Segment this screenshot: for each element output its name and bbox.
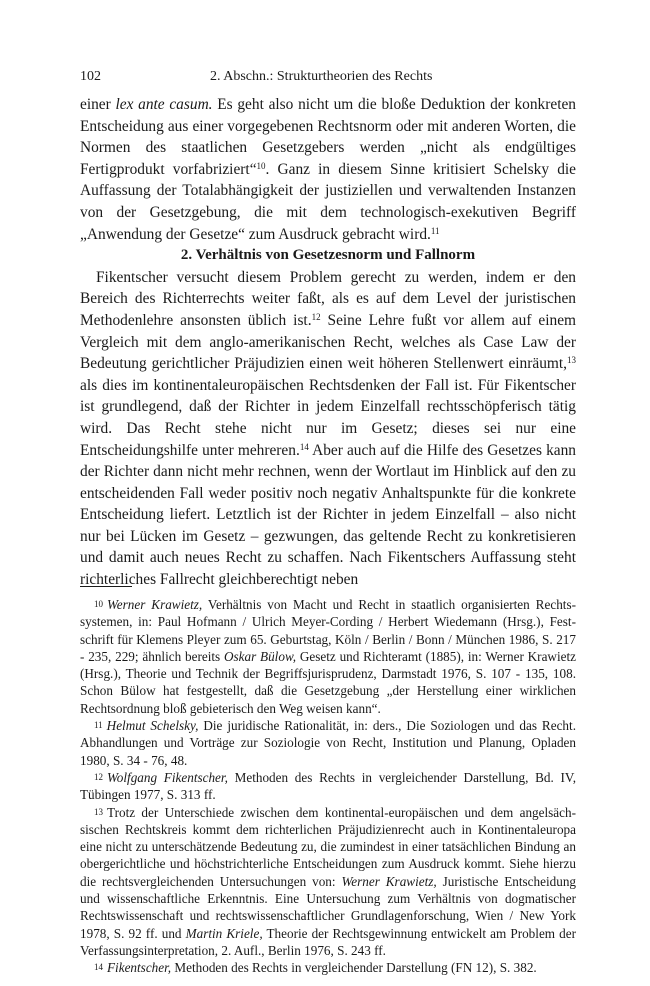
- footnote-number: 14: [94, 962, 103, 973]
- body-text: [80, 94, 576, 591]
- footnote-author: Wolfgang Fikentscher,: [107, 769, 228, 785]
- footnote-10: 10 Werner Krawietz, Verhältnis von Macht und Recht in staatlich organisierten Rechtssystemen, in: Paul Hofmann / Ulrich Meyer-Cording / Herbert Wiedemann (Hrsg.), Festschrift für Klemens Pleyer zum 65. Geburtstag, Köln / Berlin / Bonn / München 1986, S. 217 - 235, 229; ähnlich bereits Oskar Bülow, Gesetz und Richteramt (1885), in: Werner Krawietz (Hrsg.), Theorie und Technik der Begriffsjurisprudenz, Darmstadt 1976, S. 107 - 135, 108. Schon Bülow hat festgestellt, daß die Gesetzgebung „der Herstellung einer wirklichen Rechtsordnung bloß gebieterisch den Weg weisen kann“.: [80, 597, 576, 716]
- footnote-author: Werner Krawietz,: [107, 597, 203, 612]
- footnote-ref-12[interactable]: 12: [311, 311, 321, 322]
- running-title: 2. Abschn.: Strukturtheorien des Rechts: [210, 69, 433, 84]
- footnote-author: Helmut Schelsky,: [106, 718, 199, 734]
- footnote-ref-11[interactable]: 11: [430, 225, 440, 236]
- footnote-number: 10: [94, 599, 103, 609]
- footnote-13: 13 Trotz der Unterschiede zwischen dem kontinental-europäischen und dem angelsächsischen Rechtskreis kommt dem richterlichen Präjudizienrecht auch in Kontinentaleuropa eine nicht zu unterschätzende Bedeutung zu, die zumindest in einer tatsächlichen Bindung an obergerichtliche und höchstrichterliche Entscheidungen zum Ausdruck kommt. Siehe hierzu die rechtsvergleichenden Untersuchungen von: Werner Krawietz, Juristische Entscheidung und wissenschaftliche Erkenntnis. Eine Untersuchung zum Verhältnis von dogmatischer Rechtswissenschaft und rechtswissenschaftlicher Grundlagenforschung, Wien / New York 1978, S. 92 ff. und Martin Kriele, Theorie der Rechtsgewinnung entwickelt am Problem der Verfassungsinterpretation, 2. Aufl., Berlin 1976, S. 243 ff.: [80, 804, 577, 958]
- footnote-number: 12: [94, 771, 103, 782]
- footnote-ref-13[interactable]: 13: [567, 355, 576, 366]
- footnote-separator: [80, 586, 132, 587]
- footnote-author: Oskar Bülow,: [223, 648, 297, 664]
- footnote-author: Martin Kriele,: [185, 925, 263, 941]
- footnote-author: Werner Krawietz,: [341, 873, 437, 889]
- running-head: [80, 67, 576, 87]
- page-number: 102: [80, 69, 101, 84]
- footnote-14: 14 Fikentscher, Methoden des Rechts in vergleichender Darstellung (FN 12), S. 382.: [94, 960, 537, 976]
- footnote-11: 11 Helmut Schelsky, Die juridische Rationalität, in: ders., Die Soziologen und das Recht. Abhandlungen und Vorträge zur Soziologie von Recht, Institution und Planung, Opladen 1980, S. 34 - 76, 48.: [80, 718, 576, 768]
- section-heading: 2. Verhältnis von Gesetzesnorm und Fallnorm: [180, 247, 476, 264]
- footnote-number: 11: [94, 720, 103, 731]
- footnote-ref-14[interactable]: 14: [299, 441, 309, 452]
- footnote-ref-10[interactable]: 10: [256, 160, 266, 171]
- latin-phrase: lex ante casum.: [115, 96, 213, 113]
- footnote-12: 12 Wolfgang Fikentscher, Methoden des Rechts in vergleichender Darstellung, Bd. IV, Tübingen 1977, S. 313 ff.: [80, 769, 577, 803]
- paragraph-1: einer lex ante casum. Es geht also nicht um die bloße Deduktion der konkreten Entscheidung aus einer vorgegebenen Rechtsnorm oder mit anderen Worten, die Normen des staatlichen Gesetzgebers werden „nicht als endgültiges Fertigprodukt vorfabriziert“$^{10}$. Ganz in diesem Sinne kritisiert Schelsky die Auffassung der Totalabhängigkeit der justiziellen und verwaltenden Instanzen von der Gesetzgebung, die mit dem technologisch-exekutiven Begriff „Anwendung der Gesetze“ zum Ausdruck gebracht wird.$^{11}$: [80, 96, 576, 243]
- paragraph-2: Fikentscher versucht diesem Problem gerecht zu werden, indem er den Bereich des Richterrechts weiter faßt, als es auf dem Level der juristischen Methodenlehre ansonsten üblich ist.$^{12}$ Seine Lehre fußt vor allem auf einem Vergleich mit dem anglo-amerikanischen Recht, welches als Case Law der Bedeutung gerichtlicher Präjudizien einen weit höheren Stellenwert einräumt,$^{13}$ als dies im kontinentaleuropäischen Rechtsdenken der Fall ist. Für Fikentscher ist grundlegend, daß der Richter in jedem Einzelfall rechtsschöpferisch tätig wird. Das Recht stehe nicht nur im Gesetz; dieses sei nur eine Entscheidungshilfe unter mehreren.$^{14}$ Aber auch auf die Hilfe des Gesetzes kann der Richter dann nicht mehr rechnen, wenn der Wortlaut im Hinblick auf den zu entscheidenden Fall weder positiv noch negativ Anhaltspunkte für die konkrete Entscheidung liefert. Letztlich ist der Richter in jedem Einzelfall – also nicht nur bei Lücken im Gesetz – gezwungen, das geltende Recht zu konkretisieren und damit auch neues Recht zu schaffen. Nach Fikentschers Auffassung steht richterliches Fallrecht gleichberechtigt neben: [80, 268, 577, 589]
- footnote-number: 13: [94, 806, 103, 817]
- footnote-author: Fikentscher,: [107, 960, 172, 976]
- footnotes: [80, 596, 576, 977]
